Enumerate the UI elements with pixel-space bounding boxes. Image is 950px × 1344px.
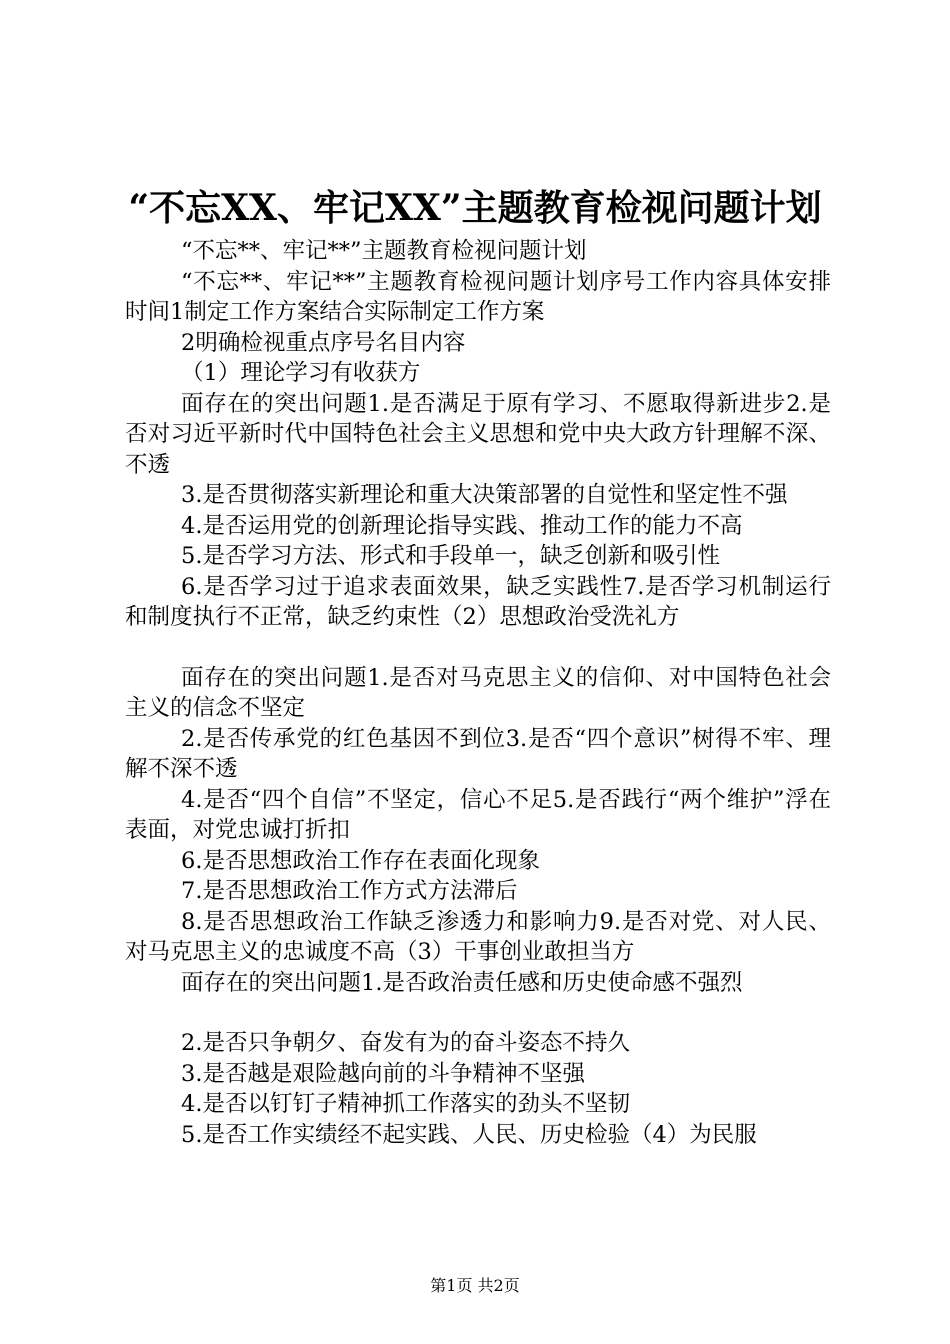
paragraph: 面存在的突出问题1.是否满足于原有学习、不愿取得新进步2.是否对习近平新时代中国特色社会主义思想和党中央大政方针理解不深、不透 [125, 390, 831, 478]
paragraph: 2明确检视重点序号名目内容 [181, 329, 466, 356]
paragraph-gap [125, 998, 831, 1028]
paragraph: 5.是否工作实绩经不起实践、人民、历史检验（4）为民服 [181, 1121, 757, 1148]
paragraph-gap [125, 633, 831, 663]
paragraph: 4.是否运用党的创新理论指导实践、推动工作的能力不高 [181, 512, 743, 539]
paragraph: 4.是否以钉钉子精神抓工作落实的劲头不坚韧 [181, 1091, 630, 1117]
paragraph: 8.是否思想政治工作缺乏渗透力和影响力9.是否对党、对人民、对马克思主义的忠诚度不高（3）干事创业敢担当方 [125, 908, 831, 965]
document-body [125, 236, 831, 1150]
paragraph: 2.是否传承党的红色基因不到位3.是否“四个意识”树得不牢、理解不深不透 [125, 725, 831, 782]
paragraph: 4.是否“四个自信”不坚定，信心不足5.是否践行“两个维护”浮在表面，对党忠诚打折扣 [125, 786, 831, 843]
paragraph: 6.是否学习过于追求表面效果，缺乏实践性7.是否学习机制运行和制度执行不正常，缺乏约束性（2）思想政治受洗礼方 [125, 573, 831, 630]
paragraph: 2.是否只争朝夕、奋发有为的奋斗姿态不持久 [181, 1030, 630, 1056]
paragraph: 3.是否贯彻落实新理论和重大决策部署的自觉性和坚定性不强 [181, 482, 788, 508]
paragraph: 3.是否越是艰险越向前的斗争精神不坚强 [181, 1060, 585, 1087]
paragraph: 面存在的突出问题1.是否政治责任感和历史使命感不强烈 [181, 969, 743, 996]
paragraph: 6.是否思想政治工作存在表面化现象 [181, 847, 540, 874]
paragraph: 面存在的突出问题1.是否对马克思主义的信仰、对中国特色社会主义的信念不坚定 [125, 664, 831, 721]
paragraph: “不忘**、牢记**”主题教育检视问题计划序号工作内容具体安排时间1制定工作方案结合实际制定工作方案 [125, 268, 831, 325]
paragraph: 7.是否思想政治工作方式方法滞后 [181, 878, 518, 904]
document-title: “不忘XX、牢记XX”主题教育检视问题计划 [128, 187, 822, 229]
paragraph: “不忘**、牢记**”主题教育检视问题计划 [181, 238, 587, 264]
paragraph: 5.是否学习方法、形式和手段单一，缺乏创新和吸引性 [181, 543, 720, 569]
page-footer: 第1页 共2页 [430, 1276, 520, 1295]
paragraph: （1）理论学习有收获方 [181, 360, 421, 386]
